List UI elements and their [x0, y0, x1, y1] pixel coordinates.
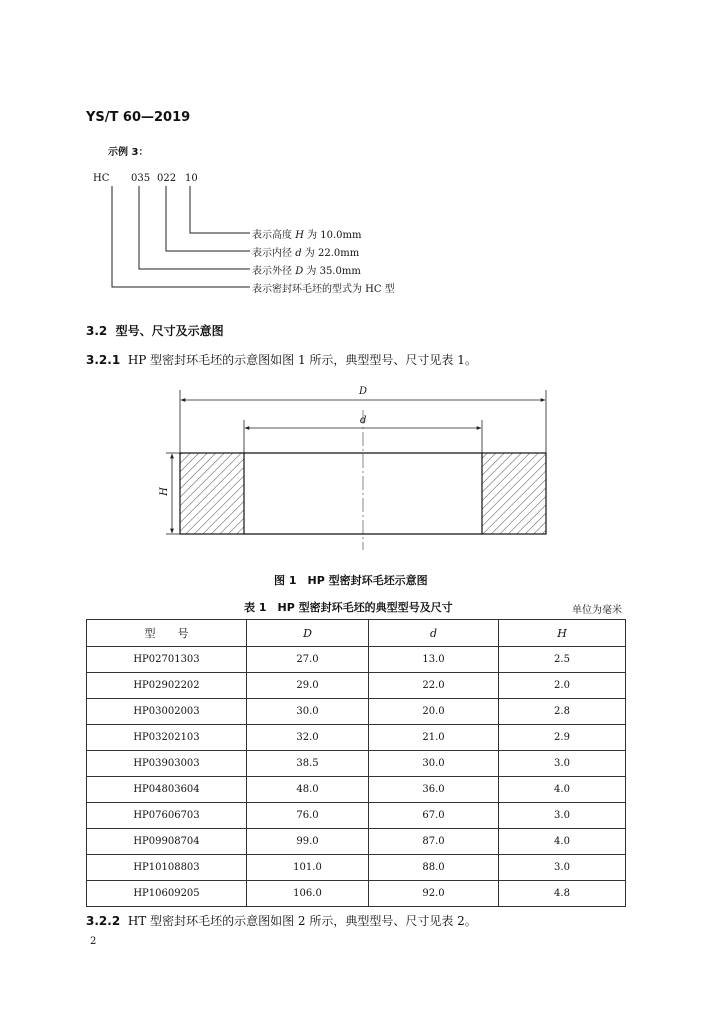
cell-outer: 32.0: [247, 725, 369, 751]
cell-model: HP03903003: [87, 751, 247, 777]
cell-inner: 20.0: [369, 699, 499, 725]
cell-height: 3.0: [499, 803, 626, 829]
table-row: [87, 829, 626, 855]
cell-inner: 36.0: [369, 777, 499, 803]
example-explanation-height: 表示高度 H 为 10.0mm: [252, 230, 362, 241]
ring-section-left: [180, 453, 244, 534]
cell-outer: 99.0: [247, 829, 369, 855]
example-explanation-outer: 表示外径 D 为 35.0mm: [252, 266, 361, 277]
page-number: 2: [90, 936, 97, 947]
header-outer-diameter: D: [247, 620, 369, 647]
table-row: [87, 803, 626, 829]
table-header-row: [87, 620, 626, 647]
cell-outer: 27.0: [247, 647, 369, 673]
cell-model: HP09908704: [87, 829, 247, 855]
cell-outer: 30.0: [247, 699, 369, 725]
ring-section-right: [482, 453, 546, 534]
figure-label-D: D: [359, 386, 368, 397]
table-unit: 单位为毫米: [572, 605, 622, 616]
cell-height: 2.0: [499, 673, 626, 699]
example-code-inner: 022: [157, 173, 177, 184]
cell-outer: 48.0: [247, 777, 369, 803]
table-row: [87, 855, 626, 881]
header-height: H: [499, 620, 626, 647]
cell-model: HP07606703: [87, 803, 247, 829]
figure-1-drawing: [0, 380, 724, 560]
header-inner-diameter: d: [369, 620, 499, 647]
example-label: 示例 3：: [108, 147, 149, 158]
cell-inner: 21.0: [369, 725, 499, 751]
table-row: [87, 881, 626, 907]
cell-outer: 38.5: [247, 751, 369, 777]
table-row: [87, 777, 626, 803]
paragraph-3-2-2: 3.2.2 HT 型密封环毛坯的示意图如图 2 所示，典型型号、尺寸见表 2。: [86, 914, 477, 928]
example-code-type: HC: [93, 173, 110, 184]
example-leader-lines: [0, 0, 724, 300]
cell-outer: 76.0: [247, 803, 369, 829]
cell-height: 4.0: [499, 829, 626, 855]
cell-model: HP03202103: [87, 725, 247, 751]
figure-caption: 图 1 HP 型密封环毛坯示意图: [274, 574, 428, 587]
cell-inner: 92.0: [369, 881, 499, 907]
cell-inner: 67.0: [369, 803, 499, 829]
cell-outer: 106.0: [247, 881, 369, 907]
section-heading: 3.2 型号、尺寸及示意图: [86, 324, 224, 338]
figure-label-d: d: [360, 415, 367, 426]
table-row: [87, 751, 626, 777]
cell-inner: 13.0: [369, 647, 499, 673]
table-row: [87, 699, 626, 725]
standard-code: YS/T 60—2019: [86, 110, 191, 125]
cell-height: 3.0: [499, 855, 626, 881]
figure-label-H: H: [158, 487, 170, 496]
cell-height: 4.8: [499, 881, 626, 907]
table-row: [87, 647, 626, 673]
header-model: 型 号: [87, 620, 247, 647]
example-explanation-inner: 表示内径 d 为 22.0mm: [252, 248, 360, 259]
table-caption: 表 1 HP 型密封环毛坯的典型型号及尺寸: [244, 601, 453, 614]
cell-outer: 101.0: [247, 855, 369, 881]
cell-model: HP04803604: [87, 777, 247, 803]
example-code-outer: 035: [131, 173, 151, 184]
cell-height: 3.0: [499, 751, 626, 777]
cell-inner: 88.0: [369, 855, 499, 881]
cell-model: HP10108803: [87, 855, 247, 881]
cell-model: HP02701303: [87, 647, 247, 673]
dimensions-table: [86, 619, 626, 907]
cell-height: 2.5: [499, 647, 626, 673]
cell-inner: 87.0: [369, 829, 499, 855]
table-row: [87, 673, 626, 699]
cell-inner: 22.0: [369, 673, 499, 699]
cell-inner: 30.0: [369, 751, 499, 777]
cell-model: HP03002003: [87, 699, 247, 725]
cell-height: 4.0: [499, 777, 626, 803]
cell-outer: 29.0: [247, 673, 369, 699]
cell-height: 2.9: [499, 725, 626, 751]
paragraph-3-2-1: 3.2.1 HP 型密封环毛坯的示意图如图 1 所示，典型型号、尺寸见表 1。: [86, 353, 477, 367]
cell-height: 2.8: [499, 699, 626, 725]
example-code-height: 10: [185, 173, 198, 184]
cell-model: HP02902202: [87, 673, 247, 699]
cell-model: HP10609205: [87, 881, 247, 907]
example-explanation-type: 表示密封环毛坯的型式为 HC 型: [252, 284, 395, 295]
table-row: [87, 725, 626, 751]
